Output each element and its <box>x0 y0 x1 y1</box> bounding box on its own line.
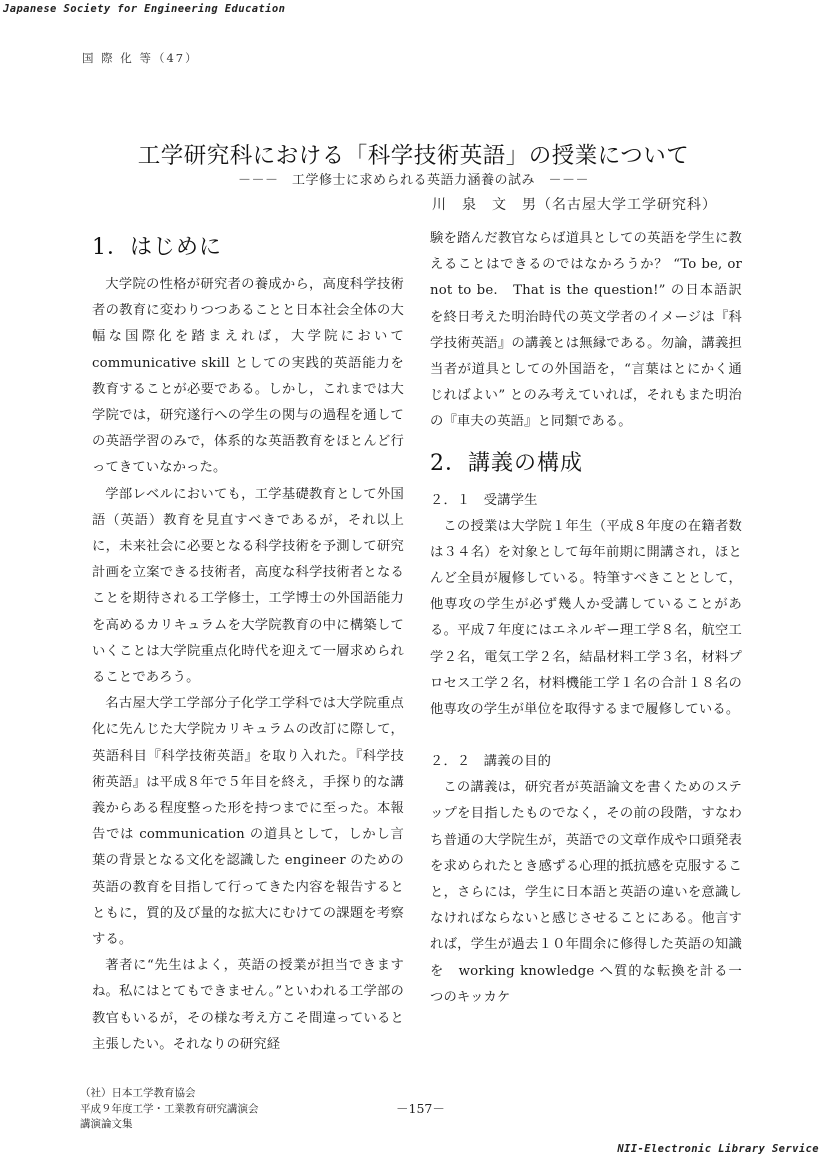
subsection-heading-2-1: ２．１ 受講学生 <box>430 492 538 508</box>
paragraph: 名古屋大学工学部分子化学工学科では大学院重点化に先んじた大学院カリキュラムの改訂に際して，英語科目『科学技術英語』を取り入れた。『科学技術英語』は平成８年で５年目を終え，手探り的な講義からある程度整った形を持つまでに至った。本報告では communication の道具として，しかし言葉の背景となる文化を認識した engineer のための英語の教育を目指して行ってきた内容を報告するとともに，質的及び量的な拡大にむけての課題を考察する。 <box>92 696 404 948</box>
paragraph: この講義は，研究者が英語論文を書くためのステップを目指したものでなく，その前の段階，すなわち普通の大学院生が，英語での文章作成や口頭発表を求められたとき感ずる心理的抵抗感を克服すること，さらには，学生に日本語と英語の違いを意識しなければならないと感じさせることにある。他言すれば，学生が過去１０年間余に修得した英語の知識を working knowledge へ質的な転換を計る一つのキッカケ <box>430 780 742 1005</box>
spacer <box>430 723 742 749</box>
footer-line: （社）日本工学教育協会 <box>80 1087 196 1099</box>
nii-footer: NII-Electronic Library Service <box>617 1143 819 1155</box>
section-heading-1: 1．はじめに <box>92 235 222 260</box>
paragraph-continuation: 験を踏んだ教官ならば道具としての英語を学生に教えることはできるのではなかろうか？ “To be, or not to be. That is the question!” の日本語訳を終日考えた明治時代の英文学者のイメージは『科学技術英語』の講義とは無縁である。勿論，講義担当者が道具としての外国語を，“言葉はとにかく通じればよい” とのみ考えていれば，それもまた明治の『車夫の英語』と同類である。 <box>430 231 742 430</box>
author-line: 川 泉 文 男（名古屋大学工学研究科） <box>432 197 717 213</box>
page-label: 国 際 化 等（47） <box>82 51 199 65</box>
subsection-heading-2-2: ２．２ 講義の目的 <box>430 754 552 770</box>
paragraph: 学部レベルにおいても，工学基礎教育として外国語（英語）教育を見直すべきであるが，それ以上に，未来社会に必要となる科学技術を予測して研究計画を立案できる技術者，高度な科学技術者となることを期待される工学修士，工学博士の外国語能力を高めるカリキュラムを大学院教育の中に構築していくことは大学院重点化時代を迎えて一層求められることであろう。 <box>92 486 404 686</box>
right-column <box>430 226 742 1011</box>
page-number: －157－ <box>396 1101 445 1116</box>
paper-title: 工学研究科における「科学技術英語」の授業について <box>137 143 690 169</box>
left-column <box>92 226 404 1058</box>
paper-subtitle: －－－ 工学修士に求められる英語力涵養の試み －－－ <box>237 173 589 188</box>
society-header: Japanese Society for Engineering Education <box>3 3 286 15</box>
paragraph: この授業は大学院１年生（平成８年度の在籍者数は３４名）を対象として毎年前期に開講され，ほとんど全員が履修している。特筆すべきこととして，他専攻の学生が必ず幾人か受講していることがある。平成７年度にはエネルギー理工学８名，航空工学２名，電気工学２名，結晶材料工学３名，材料プロセス工学２名，材料機能工学１名の合計１８名の他専攻の学生が単位を取得するまで履修している。 <box>430 518 742 718</box>
footer-line: 講演論文集 <box>80 1118 133 1130</box>
section-heading-2: 2．講義の構成 <box>430 450 583 476</box>
paragraph: 著者に“先生はよく，英語の授業が担当できますね。私にはとてもできません。”といわれる工学部の教官もいるが，その様な考え方こそ間違っていると主張したい。それなりの研究経 <box>92 958 404 1052</box>
footer-line: 平成９年度工学・工業教育研究講演会 <box>80 1102 259 1115</box>
paragraph: 大学院の性格が研究者の養成から，高度科学技術者の教育に変わりつつあることと日本社会全体の大幅な国際化を踏まえれば，大学院において communicative skill としての実践的英語能力を教育することが必要である。しかし，これまでは大学院では，研究遂行への学生の関与の過程を通しての英語学習のみで，体系的な英語教育をほとんど行ってきていなかった。 <box>92 277 404 476</box>
footer-publication <box>80 1086 259 1133</box>
